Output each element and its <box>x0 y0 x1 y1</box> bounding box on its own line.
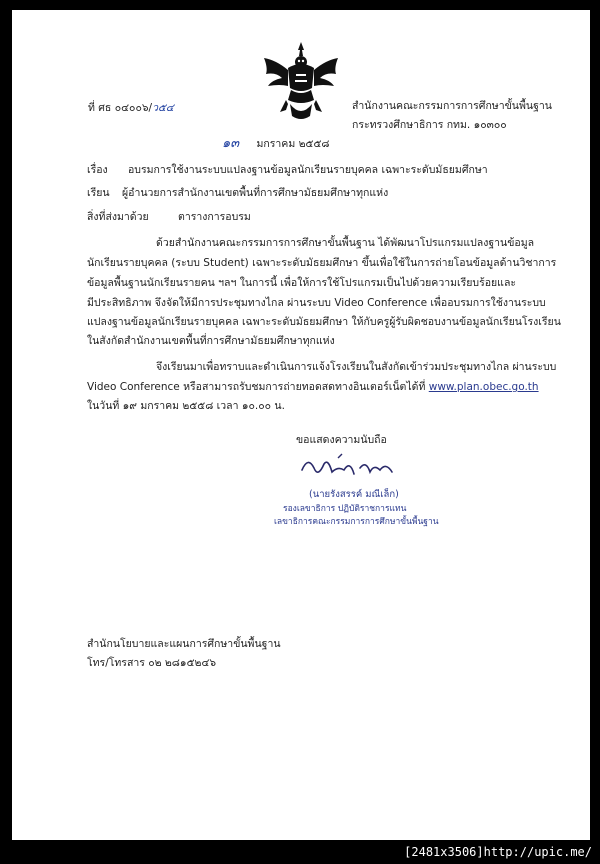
date-day-handwritten: ๑๓ <box>222 136 240 151</box>
document-page <box>12 10 590 840</box>
subject-label: เรื่อง <box>87 164 108 176</box>
body-p1-line: นักเรียนรายบุคคล (ระบบ Student) เฉพาะระดับมัธยมศึกษา ขึ้นเพื่อใช้ในการถ่ายโอนข้อมูลด้านวิชาการ <box>87 257 557 269</box>
body-p2-text: Video Conference หรือสามารถรับชมการถ่ายทอดสดทางอินเตอร์เน็ตได้ที่ <box>87 381 426 393</box>
footer-phone: โทร/โทรสาร ๐๒ ๒๘๑๕๒๔๖ <box>87 657 217 669</box>
body-p2-line2 <box>87 380 539 394</box>
viewer-footer-bar <box>0 843 600 864</box>
signer-title-1: รองเลขาธิการ ปฏิบัติราชการแทน <box>283 504 407 514</box>
enclosure-label: สิ่งที่ส่งมาด้วย <box>87 211 149 223</box>
date-month-year: มกราคม ๒๕๕๘ <box>256 138 330 150</box>
body-p1-line: ข้อมูลพื้นฐานนักเรียนรายคน ฯลฯ ในการนี้ เพื่อให้การใช้โปรแกรมเป็นไปด้วยความเรียบร้อยและ <box>87 277 517 289</box>
subject-text: อบรมการใช้งานระบบแปลงฐานข้อมูลนักเรียนรายบุคคล เฉพาะระดับมัธยมศึกษา <box>128 164 488 176</box>
document-date <box>222 137 330 151</box>
footer-office: สำนักนโยบายและแผนการศึกษาขั้นพื้นฐาน <box>87 638 281 650</box>
handwritten-signature <box>298 450 398 484</box>
recipient-label: เรียน <box>87 187 110 199</box>
ref-number: ๐๔๐๐๖/ <box>114 102 153 114</box>
ref-label: ที่ ศธ <box>88 102 112 114</box>
body-p2-line1: จึงเรียนมาเพื่อทราบและดำเนินการแจ้งโรงเรียนในสังกัดเข้าร่วมประชุมทางไกล ผ่านระบบ <box>156 361 557 373</box>
body-p1-line: ด้วยสำนักงานคณะกรรมการการศึกษาขั้นพื้นฐาน ได้พัฒนาโปรแกรมแปลงฐานข้อมูล <box>156 237 535 249</box>
org-line-1: สำนักงานคณะกรรมการการศึกษาขั้นพื้นฐาน <box>352 100 552 112</box>
document-ref <box>88 101 174 115</box>
garuda-emblem <box>258 38 344 124</box>
body-p2-line3: ในวันที่ ๑๙ มกราคม ๒๕๕๘ เวลา ๑๐.๐๐ น. <box>87 400 285 412</box>
org-line-2: กระทรวงศึกษาธิการ กทม. ๑๐๓๐๐ <box>352 119 507 131</box>
body-p1-line: มีประสิทธิภาพ จึงจัดให้มีการประชุมทางไกล ผ่านระบบ Video Conference เพื่ออบรมการใช้งานระบบ <box>87 297 546 309</box>
signer-name: (นายรังสรรค์ มณีเล็ก) <box>309 489 399 500</box>
closing-regards: ขอแสดงความนับถือ <box>296 434 387 446</box>
recipient-text: ผู้อำนวยการสำนักงานเขตพื้นที่การศึกษามัธยมศึกษาทุกแห่ง <box>122 187 389 199</box>
plan-obec-link[interactable]: www.plan.obec.go.th <box>428 381 539 393</box>
image-dimensions-text: [2481x3506]http://upic.me/ <box>404 845 592 859</box>
body-p1-line: แปลงฐานข้อมูลนักเรียนรายบุคคล เฉพาะระดับมัธยมศึกษา ให้กับครูผู้รับผิดชอบงานข้อมูลนักเรียนโรงเรียน <box>87 316 561 328</box>
enclosure-text: ตารางการอบรม <box>178 211 251 223</box>
body-p1-line: ในสังกัดสำนักงานเขตพื้นที่การศึกษามัธยมศึกษาทุกแห่ง <box>87 335 335 347</box>
ref-handwritten: ว๕๔ <box>152 102 174 114</box>
signer-title-2: เลขาธิการคณะกรรมการการศึกษาขั้นพื้นฐาน <box>274 517 439 527</box>
